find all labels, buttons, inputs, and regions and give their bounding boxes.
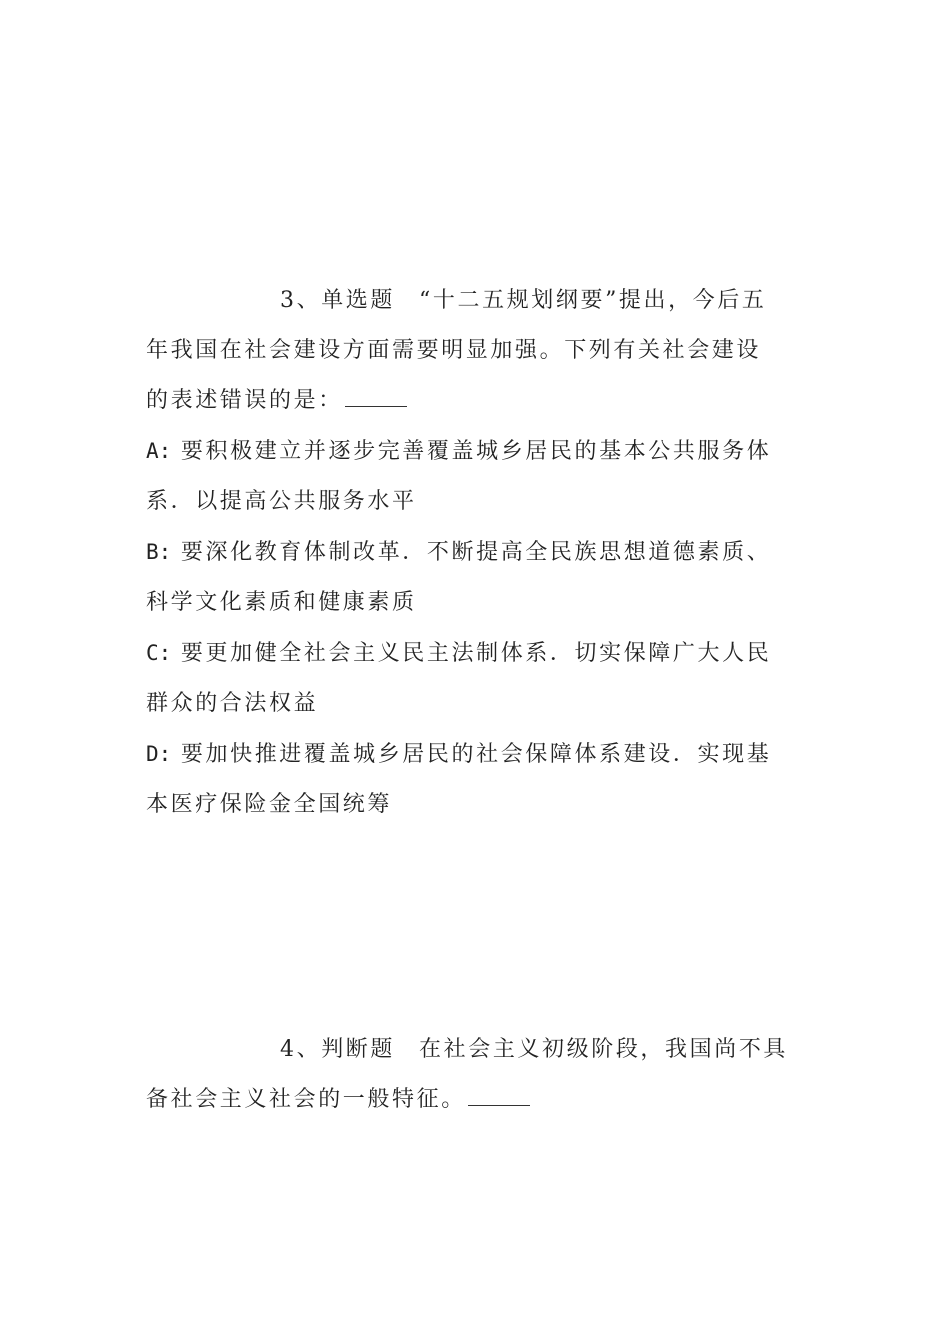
question-3 <box>146 276 806 830</box>
question-3-stem-line-2: 年我国在社会建设方面需要明显加强。下列有关社会建设 <box>146 338 762 363</box>
question-3-type: 单选题 <box>321 288 396 313</box>
option-d <box>146 729 806 830</box>
option-b-letter: B: <box>146 540 172 564</box>
option-c-text-1: 要更加健全社会主义民主法制体系．切实保障广大人民 <box>180 641 772 666</box>
option-a-letter: A: <box>146 439 172 463</box>
question-3-stem-line-1 <box>146 276 806 326</box>
question-3-stem-text-1: “十二五规划纲要”提出，今后五 <box>419 288 767 313</box>
option-a-text-2: 系．以提高公共服务水平 <box>146 489 417 514</box>
question-4-number: 4、 <box>280 1037 322 1062</box>
question-4-stem-line-2 <box>146 1075 806 1125</box>
option-b <box>146 527 806 628</box>
question-3-stem-text-3: 的表述错误的是： <box>146 388 343 413</box>
question-3-number: 3、 <box>280 288 322 313</box>
option-d-text-1: 要加快推进覆盖城乡居民的社会保障体系建设．实现基 <box>180 742 772 767</box>
question-4-stem-text-2: 备社会主义社会的一般特征。 <box>146 1087 466 1112</box>
question-3-stem-line-3 <box>146 376 806 426</box>
answer-blank <box>345 378 407 407</box>
option-c-letter: C: <box>146 641 172 665</box>
option-d-letter: D: <box>146 742 172 766</box>
option-d-text-2: 本医疗保险金全国统筹 <box>146 792 393 817</box>
option-b-text-1: 要深化教育体制改革．不断提高全民族思想道德素质、 <box>180 540 772 565</box>
question-4-stem-line-1 <box>146 1025 806 1075</box>
option-b-text-2: 科学文化素质和健康素质 <box>146 590 417 615</box>
option-a-text-1: 要积极建立并逐步完善覆盖城乡居民的基本公共服务体 <box>180 439 772 464</box>
option-c <box>146 628 806 729</box>
answer-blank <box>468 1077 530 1106</box>
option-c-text-2: 群众的合法权益 <box>146 691 319 716</box>
question-4-stem-text-1: 在社会主义初级阶段，我国尚不具 <box>419 1037 789 1062</box>
question-4-type: 判断题 <box>321 1037 396 1062</box>
option-a <box>146 426 806 527</box>
question-4 <box>146 1025 806 1125</box>
